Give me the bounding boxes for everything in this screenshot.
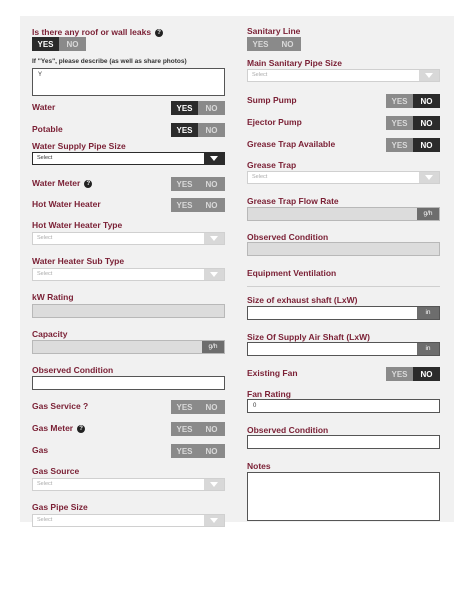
exhaust-shaft-label: Size of exhaust shaft (LxW) <box>247 295 358 305</box>
form-panel <box>20 16 454 522</box>
observed-condition-right-input[interactable] <box>247 242 440 256</box>
water-label: Water <box>32 102 56 112</box>
water-heater-sub-type-value: Select <box>37 271 53 277</box>
water-yes[interactable]: YES <box>171 101 198 115</box>
water-meter-no[interactable]: NO <box>198 177 225 191</box>
main-sanitary-pipe-size-select[interactable] <box>247 69 440 82</box>
sump-pump-toggle[interactable] <box>386 94 440 108</box>
water-meter-yes[interactable]: YES <box>171 177 198 191</box>
potable-toggle[interactable] <box>171 123 225 137</box>
grease-trap-flow-rate-input[interactable] <box>247 207 440 221</box>
gas-meter-no[interactable]: NO <box>198 422 225 436</box>
gas-service-label: Gas Service ? <box>32 401 89 411</box>
info-icon[interactable]: ? <box>155 29 163 37</box>
gas-meter-toggle[interactable] <box>171 422 225 436</box>
capacity-unit: g/h <box>202 341 224 353</box>
existing-fan-label: Existing Fan <box>247 368 298 378</box>
grease-trap-available-label: Grease Trap Available <box>247 139 336 149</box>
info-icon[interactable]: ? <box>84 180 92 188</box>
notes-label: Notes <box>247 461 271 471</box>
ejector-pump-toggle[interactable] <box>386 116 440 130</box>
main-sanitary-pipe-size-label: Main Sanitary Pipe Size <box>247 58 342 68</box>
notes-textarea[interactable] <box>247 472 440 521</box>
water-no[interactable]: NO <box>198 101 225 115</box>
grease-trap-value: Select <box>252 174 268 180</box>
kw-rating-label: kW Rating <box>32 292 74 302</box>
water-heater-sub-type-label: Water Heater Sub Type <box>32 256 125 266</box>
sump-pump-yes[interactable]: YES <box>386 94 413 108</box>
sump-pump-label: Sump Pump <box>247 95 297 105</box>
gas-meter-label <box>32 423 85 434</box>
gas-yes[interactable]: YES <box>171 444 198 458</box>
chevron-down-icon[interactable] <box>204 269 224 280</box>
sanitary-line-label: Sanitary Line <box>247 26 301 36</box>
roof-leaks-describe-field[interactable]: Y <box>32 68 225 96</box>
exhaust-shaft-input[interactable] <box>247 306 440 320</box>
existing-fan-yes[interactable]: YES <box>386 367 413 381</box>
ejector-pump-label: Ejector Pump <box>247 117 302 127</box>
gas-pipe-size-select[interactable] <box>32 514 225 527</box>
capacity-input[interactable] <box>32 340 225 354</box>
hot-water-heater-type-select[interactable] <box>32 232 225 245</box>
gas-label: Gas <box>32 445 49 455</box>
supply-air-shaft-unit: in <box>417 343 439 355</box>
hot-water-heater-type-label: Hot Water Heater Type <box>32 220 123 230</box>
observed-condition-2-input[interactable] <box>247 435 440 449</box>
roof-leaks-describe-label: If "Yes", please describe (as well as share photos) <box>32 58 187 65</box>
observed-condition-right-label: Observed Condition <box>247 232 329 242</box>
ejector-pump-yes[interactable]: YES <box>386 116 413 130</box>
gas-no[interactable]: NO <box>198 444 225 458</box>
sanitary-line-yes[interactable]: YES <box>247 37 274 51</box>
roof-leaks-yes[interactable]: YES <box>32 37 59 51</box>
supply-air-shaft-input[interactable] <box>247 342 440 356</box>
hot-water-heater-label: Hot Water Heater <box>32 199 101 209</box>
supply-air-shaft-label: Size Of Supply Air Shaft (LxW) <box>247 332 370 342</box>
water-meter-label <box>32 178 92 189</box>
potable-no[interactable]: NO <box>198 123 225 137</box>
gas-service-toggle[interactable] <box>171 400 225 414</box>
kw-rating-input[interactable] <box>32 304 225 318</box>
fan-rating-label: Fan Rating <box>247 389 291 399</box>
sanitary-line-no[interactable]: NO <box>274 37 301 51</box>
chevron-down-icon[interactable] <box>419 70 439 81</box>
gas-meter-label-text: Gas Meter <box>32 423 74 433</box>
hot-water-heater-no[interactable]: NO <box>198 198 225 212</box>
grease-trap-available-toggle[interactable] <box>386 138 440 152</box>
main-sanitary-pipe-size-value: Select <box>252 72 268 78</box>
potable-label: Potable <box>32 124 63 134</box>
existing-fan-toggle[interactable] <box>386 367 440 381</box>
equipment-ventilation-label: Equipment Ventilation <box>247 268 337 278</box>
hot-water-heater-type-value: Select <box>37 235 53 241</box>
ejector-pump-no[interactable]: NO <box>413 116 440 130</box>
chevron-down-icon[interactable] <box>204 515 224 526</box>
gas-source-select[interactable] <box>32 478 225 491</box>
grease-trap-select[interactable] <box>247 171 440 184</box>
exhaust-shaft-unit: in <box>417 307 439 319</box>
chevron-down-icon[interactable] <box>204 153 224 164</box>
chevron-down-icon[interactable] <box>204 479 224 490</box>
grease-trap-available-yes[interactable]: YES <box>386 138 413 152</box>
observed-condition-label: Observed Condition <box>32 365 114 375</box>
grease-trap-available-no[interactable]: NO <box>413 138 440 152</box>
hot-water-heater-yes[interactable]: YES <box>171 198 198 212</box>
existing-fan-no[interactable]: NO <box>413 367 440 381</box>
water-toggle[interactable] <box>171 101 225 115</box>
gas-service-yes[interactable]: YES <box>171 400 198 414</box>
info-icon[interactable]: ? <box>77 425 85 433</box>
hot-water-heater-toggle[interactable] <box>171 198 225 212</box>
observed-condition-2-label: Observed Condition <box>247 425 329 435</box>
chevron-down-icon[interactable] <box>204 233 224 244</box>
water-supply-pipe-size-select[interactable] <box>32 152 225 165</box>
water-heater-sub-type-select[interactable] <box>32 268 225 281</box>
water-meter-toggle[interactable] <box>171 177 225 191</box>
gas-meter-yes[interactable]: YES <box>171 422 198 436</box>
roof-leaks-toggle[interactable] <box>32 37 86 51</box>
section-divider <box>247 286 440 287</box>
sanitary-line-toggle[interactable] <box>247 37 301 51</box>
gas-service-no[interactable]: NO <box>198 400 225 414</box>
sump-pump-no[interactable]: NO <box>413 94 440 108</box>
roof-leaks-no[interactable]: NO <box>59 37 86 51</box>
fan-rating-input[interactable]: 0 <box>247 399 440 413</box>
chevron-down-icon[interactable] <box>419 172 439 183</box>
roof-leaks-label-text: Is there any roof or wall leaks <box>32 27 152 37</box>
gas-toggle[interactable] <box>171 444 225 458</box>
potable-yes[interactable]: YES <box>171 123 198 137</box>
water-supply-pipe-size-value: Select <box>37 155 53 161</box>
grease-trap-flow-rate-unit: g/h <box>417 208 439 220</box>
gas-pipe-size-label: Gas Pipe Size <box>32 502 88 512</box>
grease-trap-label: Grease Trap <box>247 160 297 170</box>
observed-condition-input[interactable] <box>32 376 225 390</box>
water-supply-pipe-size-label: Water Supply Pipe Size <box>32 141 126 151</box>
capacity-label: Capacity <box>32 329 68 339</box>
grease-trap-flow-rate-label: Grease Trap Flow Rate <box>247 196 339 206</box>
gas-source-label: Gas Source <box>32 466 80 476</box>
gas-pipe-size-value: Select <box>37 517 53 523</box>
gas-source-value: Select <box>37 481 53 487</box>
water-meter-label-text: Water Meter <box>32 178 81 188</box>
